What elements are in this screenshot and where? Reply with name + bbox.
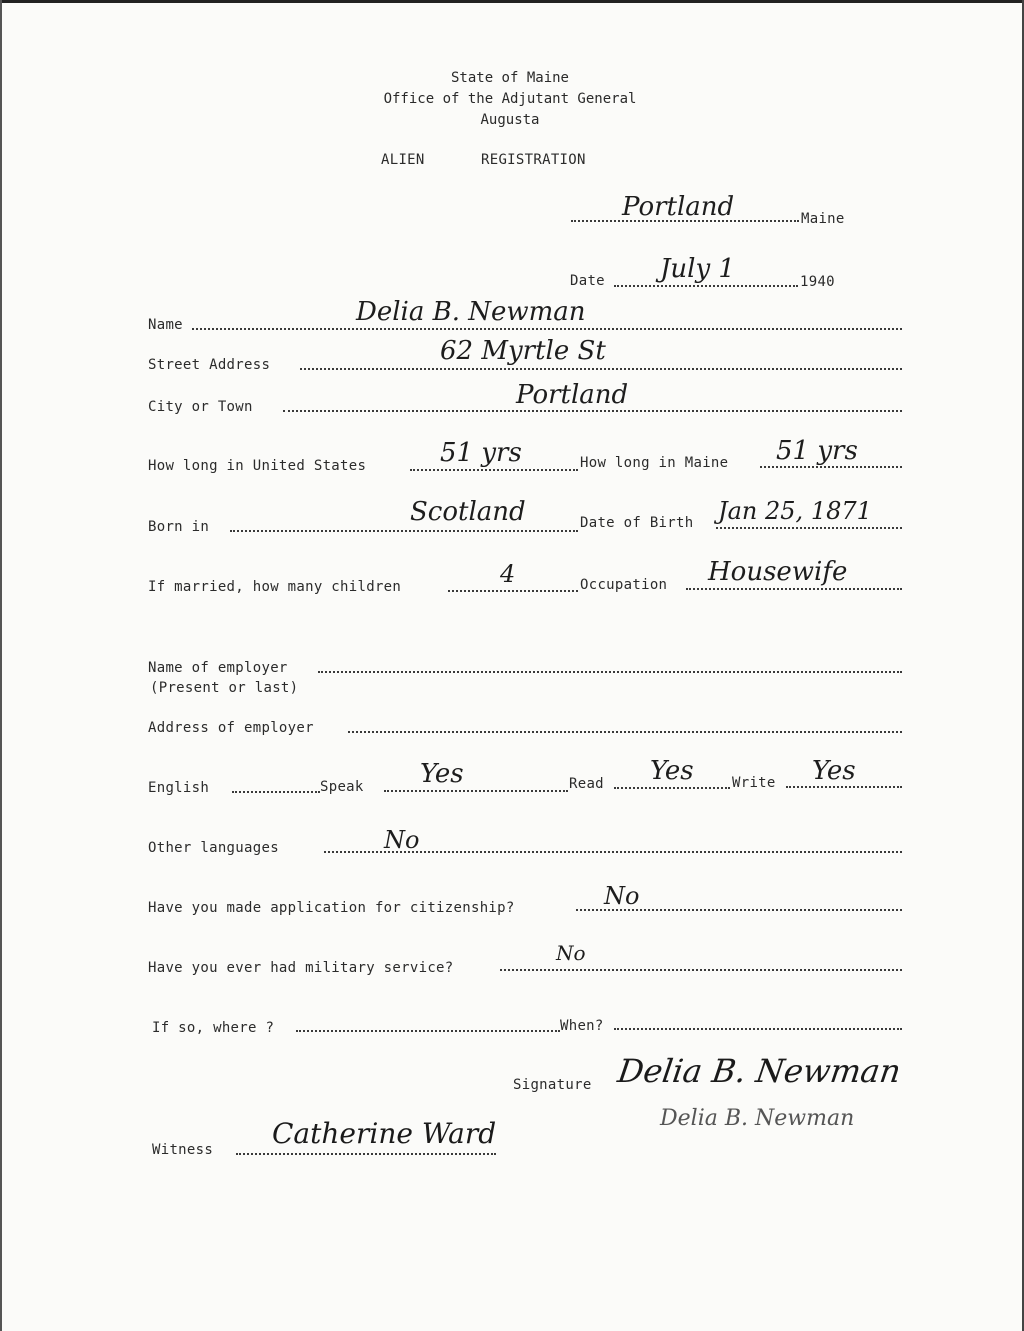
street-value: 62 Myrtle St <box>440 336 606 366</box>
name-line <box>192 328 902 330</box>
other-languages-value: No <box>384 826 420 854</box>
military-label: Have you ever had military service? <box>148 960 454 976</box>
place-suffix: Maine <box>801 211 845 227</box>
when-label: When? <box>560 1018 604 1034</box>
citizenship-label: Have you made application for citizenship? <box>148 900 515 916</box>
signature-label: Signature <box>513 1077 592 1093</box>
city-line <box>283 410 902 412</box>
street-line <box>300 368 902 370</box>
us-duration-value: 51 yrs <box>440 438 522 468</box>
english-line <box>232 791 320 793</box>
dob-value: Jan 25, 1871 <box>718 497 872 525</box>
occupation-line <box>686 588 902 590</box>
employer-name-label: Name of employer <box>148 660 288 676</box>
date-line <box>614 285 798 287</box>
scan-top-edge <box>0 0 1024 3</box>
witness-label: Witness <box>152 1142 214 1158</box>
maine-duration-label: How long in Maine <box>580 455 729 471</box>
occupation-value: Housewife <box>708 557 848 587</box>
born-in-label: Born in <box>148 519 210 535</box>
name-value: Delia B. Newman <box>356 297 586 327</box>
us-duration-line <box>410 469 578 471</box>
employer-address-line <box>348 731 902 733</box>
maine-duration-line <box>760 466 902 468</box>
speak-line <box>384 790 568 792</box>
city-value: Portland <box>516 380 629 410</box>
read-value: Yes <box>650 756 694 786</box>
speak-label: Speak <box>320 779 364 795</box>
where-label: If so, where ? <box>152 1020 275 1036</box>
header-state: State of Maine <box>450 70 569 86</box>
scan-left-edge <box>0 0 2 1331</box>
english-label: English <box>148 780 210 796</box>
born-in-value: Scotland <box>410 497 526 527</box>
place-value: Portland <box>622 192 735 222</box>
citizenship-value: No <box>604 882 640 910</box>
signature-note: Delia B. Newman <box>660 1106 855 1131</box>
speak-value: Yes <box>420 759 464 789</box>
witness-value: Catherine Ward <box>272 1117 497 1150</box>
signature-value: Delia B. Newman <box>615 1052 904 1090</box>
employer-name-sublabel: (Present or last) <box>150 680 299 696</box>
dob-label: Date of Birth <box>580 515 694 531</box>
maine-duration-value: 51 yrs <box>776 436 858 466</box>
form-title-alien: ALIEN <box>381 152 425 168</box>
other-languages-label: Other languages <box>148 840 279 856</box>
children-line <box>448 590 578 592</box>
born-in-line <box>230 530 578 532</box>
header-city: Augusta <box>480 112 540 128</box>
us-duration-label: How long in United States <box>148 458 367 474</box>
when-line <box>614 1028 902 1030</box>
read-line <box>614 787 730 789</box>
children-label: If married, how many children <box>148 579 402 595</box>
date-label: Date <box>570 273 605 289</box>
dob-line <box>716 527 902 529</box>
form-title-registration: REGISTRATION <box>481 152 586 168</box>
write-label: Write <box>732 775 776 791</box>
military-line <box>500 969 902 971</box>
witness-line <box>236 1153 496 1155</box>
street-label: Street Address <box>148 357 271 373</box>
write-value: Yes <box>812 756 856 786</box>
read-label: Read <box>569 776 604 792</box>
occupation-label: Occupation <box>580 577 668 593</box>
military-value: No <box>556 941 586 965</box>
city-label: City or Town <box>148 399 253 415</box>
date-value: July 1 <box>660 254 735 284</box>
header-office: Office of the Adjutant General <box>383 91 637 107</box>
employer-name-line <box>318 671 902 673</box>
children-value: 4 <box>500 560 516 588</box>
write-line <box>786 786 902 788</box>
name-label: Name <box>148 317 183 333</box>
where-line <box>296 1030 560 1032</box>
date-year: 1940 <box>800 274 835 290</box>
employer-address-label: Address of employer <box>148 720 314 736</box>
